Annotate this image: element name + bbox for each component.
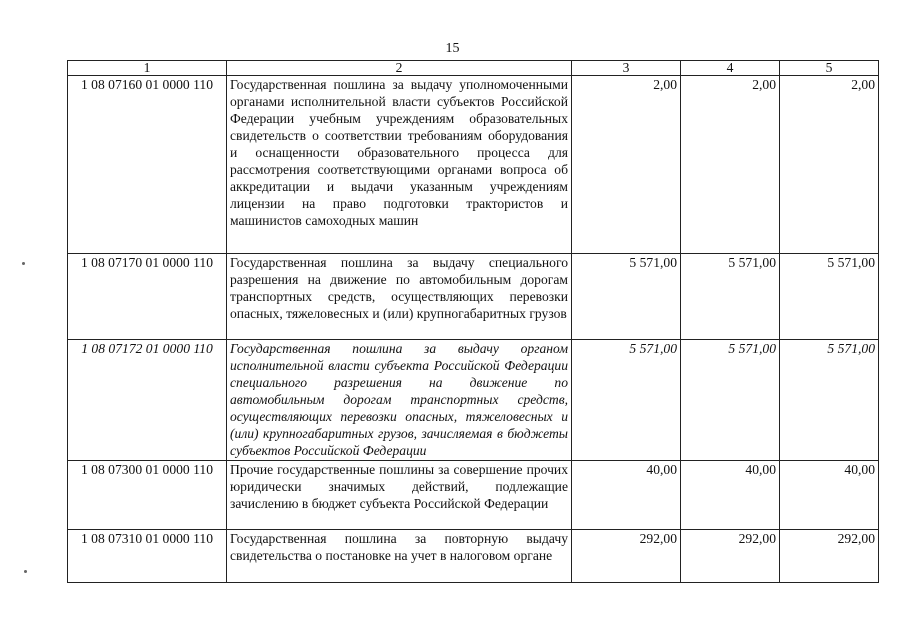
row-code: 1 08 07310 01 0000 110 bbox=[68, 530, 227, 583]
column-header-1: 1 bbox=[68, 61, 227, 76]
row-amount-col3: 2,00 bbox=[572, 76, 681, 254]
row-description: Государственная пошлина за повторную выдачу свидетельства о постановке на учет в налоговом органе bbox=[227, 530, 572, 583]
row-amount-col4: 40,00 bbox=[681, 461, 780, 530]
row-amount-col5: 40,00 bbox=[780, 461, 879, 530]
row-amount-col4: 5 571,00 bbox=[681, 340, 780, 461]
row-description: Государственная пошлина за выдачу органом исполнительной власти субъекта Российской Федерации специального разрешения на движение по автомобильным дорогам транспортных средств, осуществляющих перевозки опасных, тяжеловесных и (или) крупногабаритных грузов, зачисляемая в бюджеты субъектов Российской Федерации bbox=[227, 340, 572, 461]
table-row bbox=[68, 340, 879, 461]
row-amount-col4: 5 571,00 bbox=[681, 254, 780, 340]
row-amount-col5: 5 571,00 bbox=[780, 254, 879, 340]
table-row bbox=[68, 76, 879, 254]
table-header-row bbox=[68, 61, 879, 76]
row-amount-col5: 2,00 bbox=[780, 76, 879, 254]
table-row bbox=[68, 254, 879, 340]
row-code: 1 08 07170 01 0000 110 bbox=[68, 254, 227, 340]
row-amount-col3: 40,00 bbox=[572, 461, 681, 530]
row-amount-col5: 5 571,00 bbox=[780, 340, 879, 461]
scan-speck-left bbox=[22, 262, 25, 265]
row-amount-col5: 292,00 bbox=[780, 530, 879, 583]
row-description: Государственная пошлина за выдачу специального разрешения на движение по автомобильным дорогам транспортных средств, осуществляющих перевозки опасных, тяжеловесных и (или) крупногабаритных грузов bbox=[227, 254, 572, 340]
page-number: 15 bbox=[445, 41, 460, 56]
row-description: Государственная пошлина за выдачу уполномоченными органами исполнительной власти субъектов Российской Федерации учебным учреждениям образовательных свидетельств о соответствии требованиям оборудования и оснащенности образовательного процесса для рассмотрения соответствующими органами вопроса об аккредитации и выдачи указанным учреждениям лицензии на право подготовки трактористов и машинистов самоходных машин bbox=[227, 76, 572, 254]
row-code: 1 08 07160 01 0000 110 bbox=[68, 76, 227, 254]
table-row bbox=[68, 530, 879, 583]
table-row bbox=[68, 461, 879, 530]
row-code: 1 08 07300 01 0000 110 bbox=[68, 461, 227, 530]
row-description: Прочие государственные пошлины за совершение прочих юридически значимых действий, подлежащие зачислению в бюджет субъекта Российской Федерации bbox=[227, 461, 572, 530]
row-code: 1 08 07172 01 0000 110 bbox=[68, 340, 227, 461]
row-amount-col3: 5 571,00 bbox=[572, 340, 681, 461]
row-amount-col3: 292,00 bbox=[572, 530, 681, 583]
column-header-5: 5 bbox=[780, 61, 879, 76]
scan-speck-left-lower bbox=[24, 570, 27, 573]
budget-revenue-table bbox=[67, 60, 879, 583]
row-amount-col3: 5 571,00 bbox=[572, 254, 681, 340]
column-header-3: 3 bbox=[572, 61, 681, 76]
column-header-2: 2 bbox=[227, 61, 572, 76]
column-header-4: 4 bbox=[681, 61, 780, 76]
row-amount-col4: 2,00 bbox=[681, 76, 780, 254]
row-amount-col4: 292,00 bbox=[681, 530, 780, 583]
